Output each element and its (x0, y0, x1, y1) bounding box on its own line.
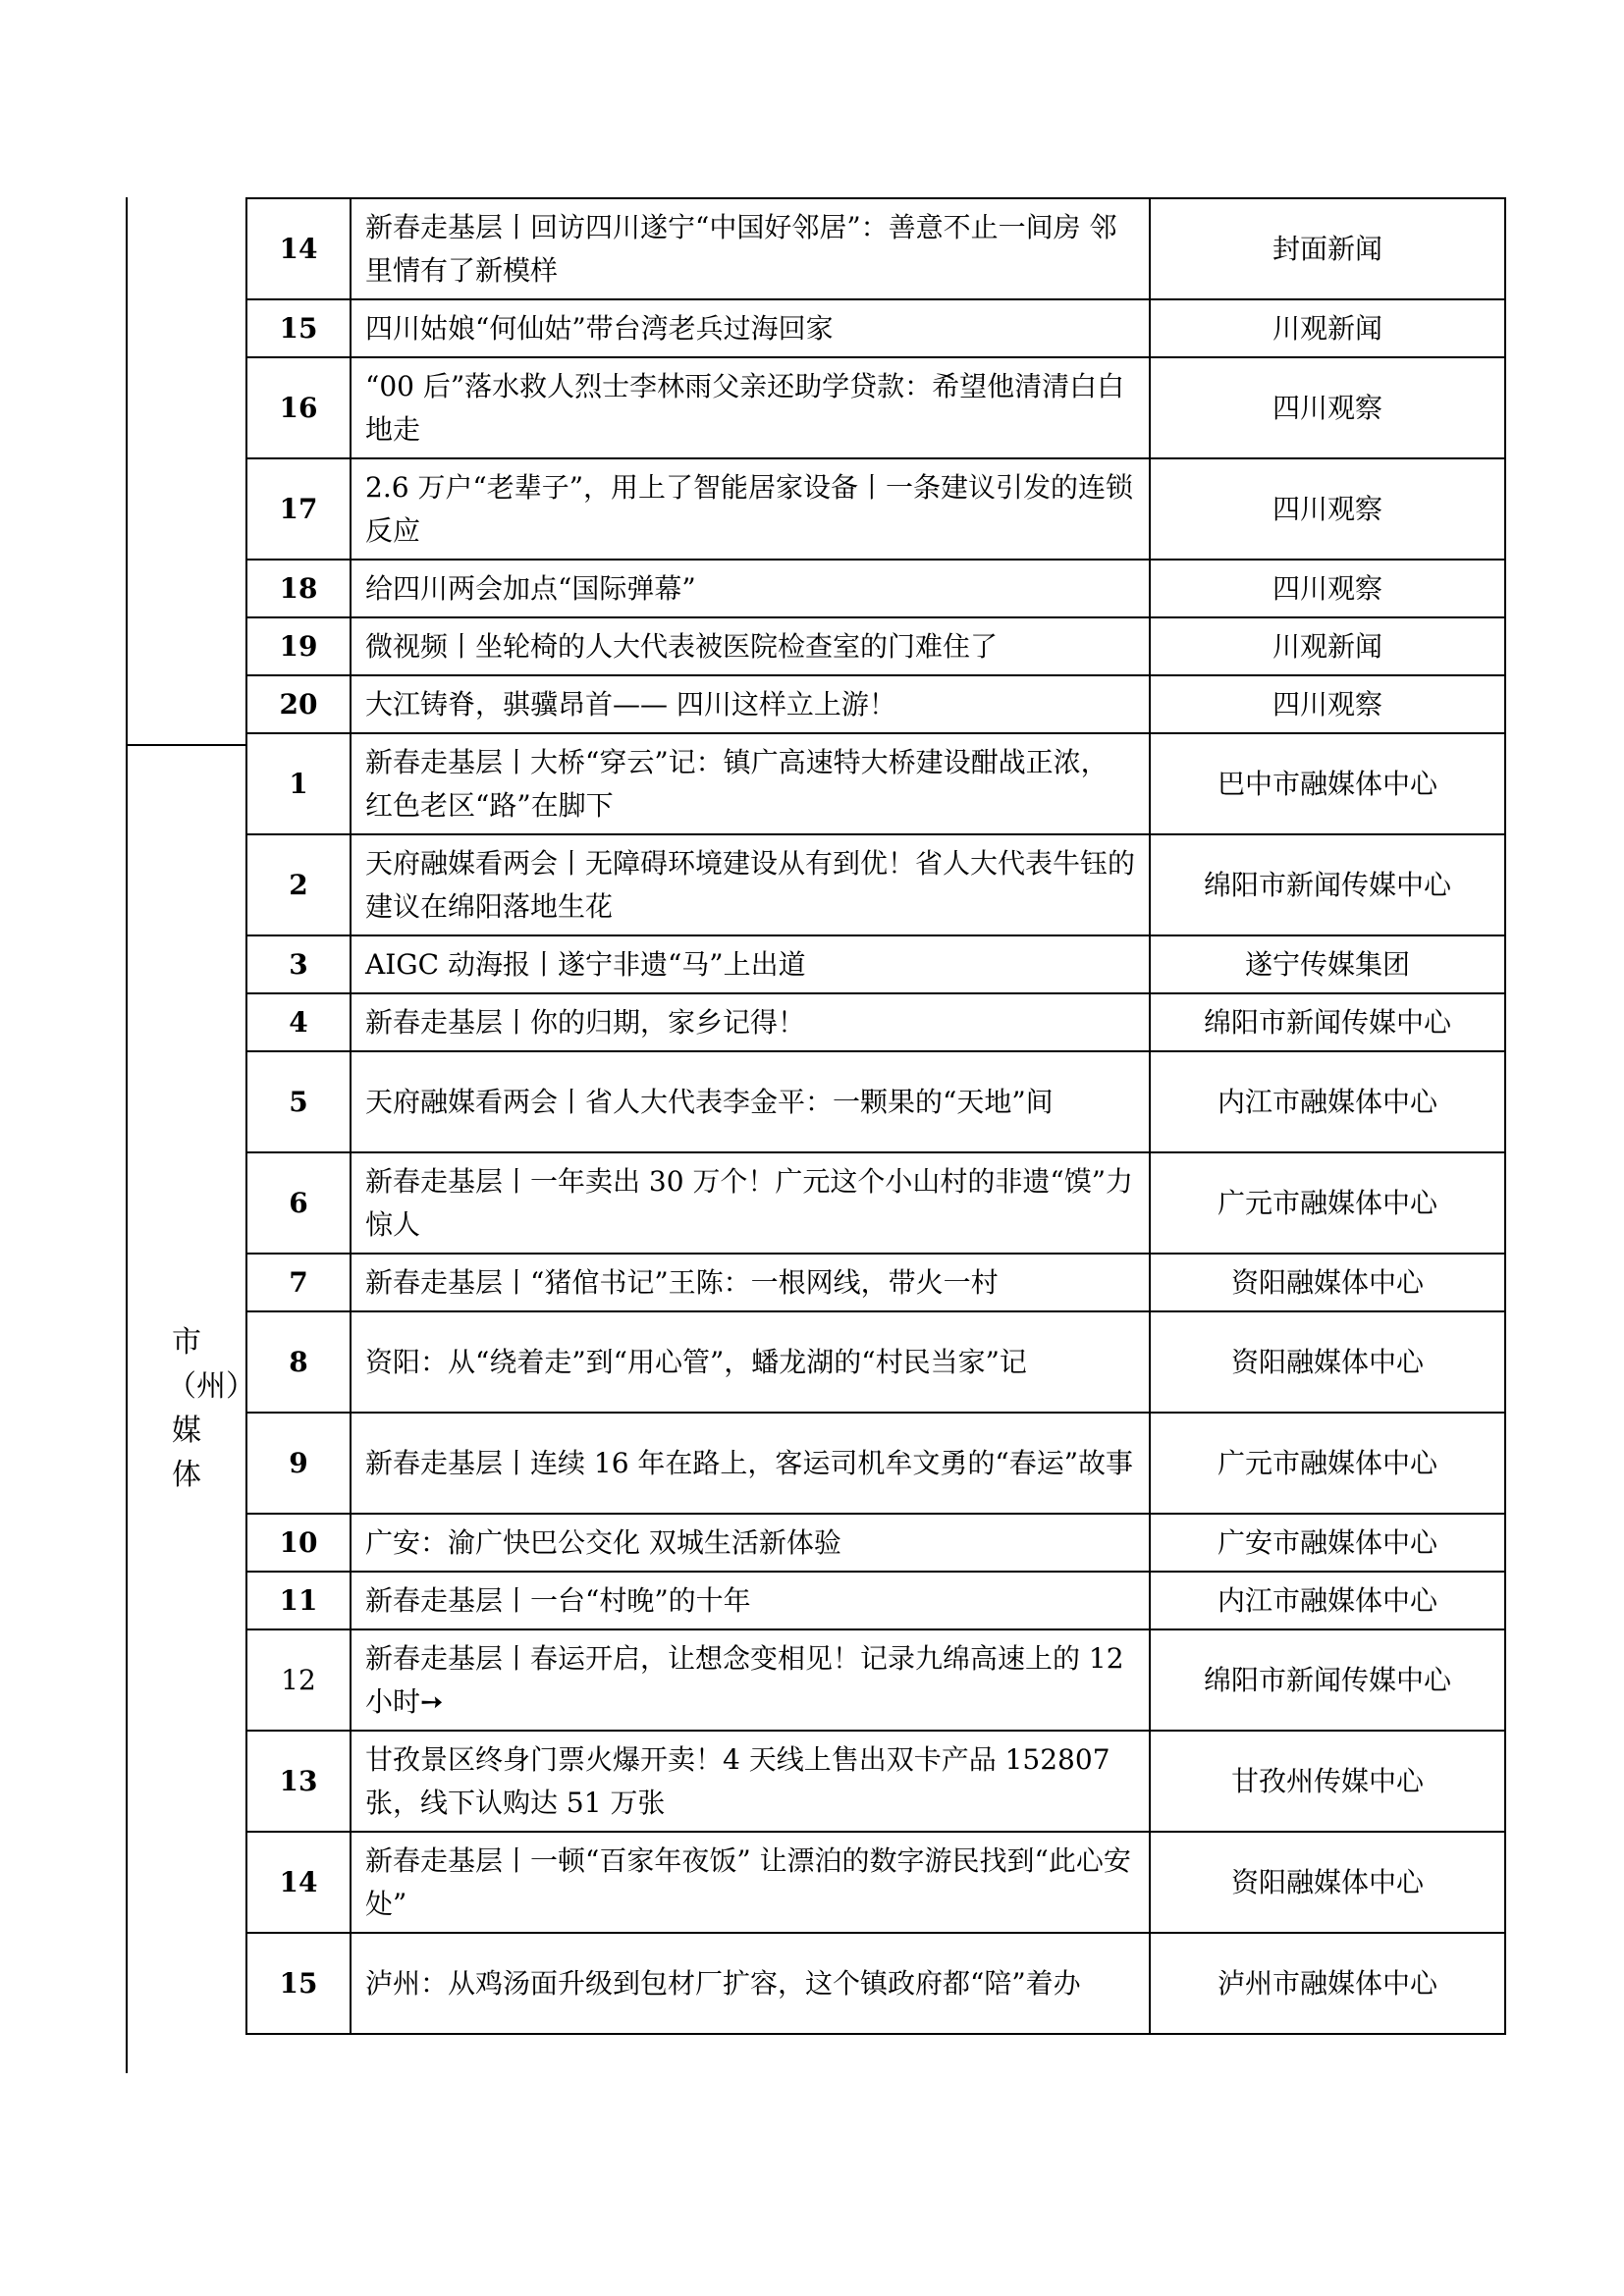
row-number: 13 (246, 1731, 351, 1832)
news-list-body (246, 198, 1505, 2034)
media-source: 资阳融媒体中心 (1150, 1832, 1505, 1933)
table-row (246, 1413, 1505, 1514)
table-row (246, 993, 1505, 1051)
table-row (246, 357, 1505, 458)
media-source: 四川观察 (1150, 357, 1505, 458)
table-row (246, 733, 1505, 834)
table-row (246, 1933, 1505, 2034)
article-title: 新春走基层丨一台“村晚”的十年 (351, 1572, 1150, 1629)
media-source: 资阳融媒体中心 (1150, 1311, 1505, 1413)
row-number: 14 (246, 198, 351, 299)
table-row (246, 299, 1505, 357)
row-number: 2 (246, 834, 351, 935)
category-label-text: 市（州）媒体 (167, 1325, 255, 1492)
media-source: 绵阳市新闻传媒中心 (1150, 993, 1505, 1051)
category-label (128, 744, 255, 2073)
media-source: 甘孜州传媒中心 (1150, 1731, 1505, 1832)
media-source: 封面新闻 (1150, 198, 1505, 299)
table-row (246, 834, 1505, 935)
row-number: 4 (246, 993, 351, 1051)
article-title: 新春走基层丨“猪倌书记”王陈：一根网线，带火一村 (351, 1254, 1150, 1311)
row-number: 5 (246, 1051, 351, 1152)
media-source: 川观新闻 (1150, 617, 1505, 675)
row-number: 14 (246, 1832, 351, 1933)
row-number: 20 (246, 675, 351, 733)
row-number: 15 (246, 299, 351, 357)
table-row (246, 458, 1505, 560)
row-number: 7 (246, 1254, 351, 1311)
media-source: 巴中市融媒体中心 (1150, 733, 1505, 834)
media-source: 遂宁传媒集团 (1150, 935, 1505, 993)
media-source: 内江市融媒体中心 (1150, 1051, 1505, 1152)
media-source: 泸州市融媒体中心 (1150, 1933, 1505, 2034)
row-number: 16 (246, 357, 351, 458)
article-title: 新春走基层丨大桥“穿云”记：镇广高速特大桥建设酣战正浓，红色老区“路”在脚下 (351, 733, 1150, 834)
row-number: 9 (246, 1413, 351, 1514)
table-row (246, 1731, 1505, 1832)
table-row (246, 617, 1505, 675)
row-number: 11 (246, 1572, 351, 1629)
article-title: “00 后”落水救人烈士李林雨父亲还助学贷款：希望他清清白白地走 (351, 357, 1150, 458)
media-source: 四川观察 (1150, 458, 1505, 560)
media-source: 广元市融媒体中心 (1150, 1413, 1505, 1514)
row-number: 17 (246, 458, 351, 560)
row-number: 10 (246, 1514, 351, 1572)
media-source: 绵阳市新闻传媒中心 (1150, 834, 1505, 935)
row-number: 15 (246, 1933, 351, 2034)
article-title: 2.6 万户“老辈子”，用上了智能居家设备丨一条建议引发的连锁反应 (351, 458, 1150, 560)
table-row (246, 1572, 1505, 1629)
article-title: 资阳：从“绕着走”到“用心管”，蟠龙湖的“村民当家”记 (351, 1311, 1150, 1413)
row-number: 8 (246, 1311, 351, 1413)
article-title: 新春走基层丨你的归期，家乡记得！ (351, 993, 1150, 1051)
row-number: 12 (246, 1629, 351, 1731)
media-source: 资阳融媒体中心 (1150, 1254, 1505, 1311)
table-row (246, 935, 1505, 993)
article-title: 甘孜景区终身门票火爆开卖！4 天线上售出双卡产品 152807 张，线下认购达 51 万张 (351, 1731, 1150, 1832)
media-source: 广安市融媒体中心 (1150, 1514, 1505, 1572)
article-title: AIGC 动海报丨遂宁非遗“马”上出道 (351, 935, 1150, 993)
article-title: 泸州：从鸡汤面升级到包材厂扩容，这个镇政府都“陪”着办 (351, 1933, 1150, 2034)
article-title: 大江铸脊，骐骥昂首—— 四川这样立上游！ (351, 675, 1150, 733)
row-number: 18 (246, 560, 351, 617)
media-source: 川观新闻 (1150, 299, 1505, 357)
row-number: 3 (246, 935, 351, 993)
table-row (246, 1051, 1505, 1152)
table-row (246, 1152, 1505, 1254)
article-title: 广安：渝广快巴公交化 双城生活新体验 (351, 1514, 1150, 1572)
article-title: 微视频丨坐轮椅的人大代表被医院检查室的门难住了 (351, 617, 1150, 675)
table-row (246, 1254, 1505, 1311)
article-title: 新春走基层丨春运开启，让想念变相见！记录九绵高速上的 12 小时➙ (351, 1629, 1150, 1731)
article-title: 新春走基层丨一顿“百家年夜饭” 让漂泊的数字游民找到“此心安处” (351, 1832, 1150, 1933)
table-row (246, 198, 1505, 299)
article-title: 天府融媒看两会丨无障碍环境建设从有到优！省人大代表牛钰的建议在绵阳落地生花 (351, 834, 1150, 935)
row-number: 6 (246, 1152, 351, 1254)
table-row (246, 1311, 1505, 1413)
table-row (246, 1514, 1505, 1572)
news-list-table (245, 197, 1506, 2035)
row-number: 1 (246, 733, 351, 834)
table-row (246, 1832, 1505, 1933)
media-source: 绵阳市新闻传媒中心 (1150, 1629, 1505, 1731)
article-title: 天府融媒看两会丨省人大代表李金平：一颗果的“天地”间 (351, 1051, 1150, 1152)
media-source: 四川观察 (1150, 560, 1505, 617)
media-source: 内江市融媒体中心 (1150, 1572, 1505, 1629)
table-row (246, 560, 1505, 617)
media-source: 广元市融媒体中心 (1150, 1152, 1505, 1254)
article-title: 四川姑娘“何仙姑”带台湾老兵过海回家 (351, 299, 1150, 357)
table-row (246, 675, 1505, 733)
article-title: 新春走基层丨回访四川遂宁“中国好邻居”：善意不止一间房 邻里情有了新模样 (351, 198, 1150, 299)
table-row (246, 1629, 1505, 1731)
article-title: 新春走基层丨连续 16 年在路上，客运司机牟文勇的“春运”故事 (351, 1413, 1150, 1514)
media-source: 四川观察 (1150, 675, 1505, 733)
article-title: 新春走基层丨一年卖出 30 万个！广元这个小山村的非遗“馍”力惊人 (351, 1152, 1150, 1254)
article-title: 给四川两会加点“国际弹幕” (351, 560, 1150, 617)
row-number: 19 (246, 617, 351, 675)
